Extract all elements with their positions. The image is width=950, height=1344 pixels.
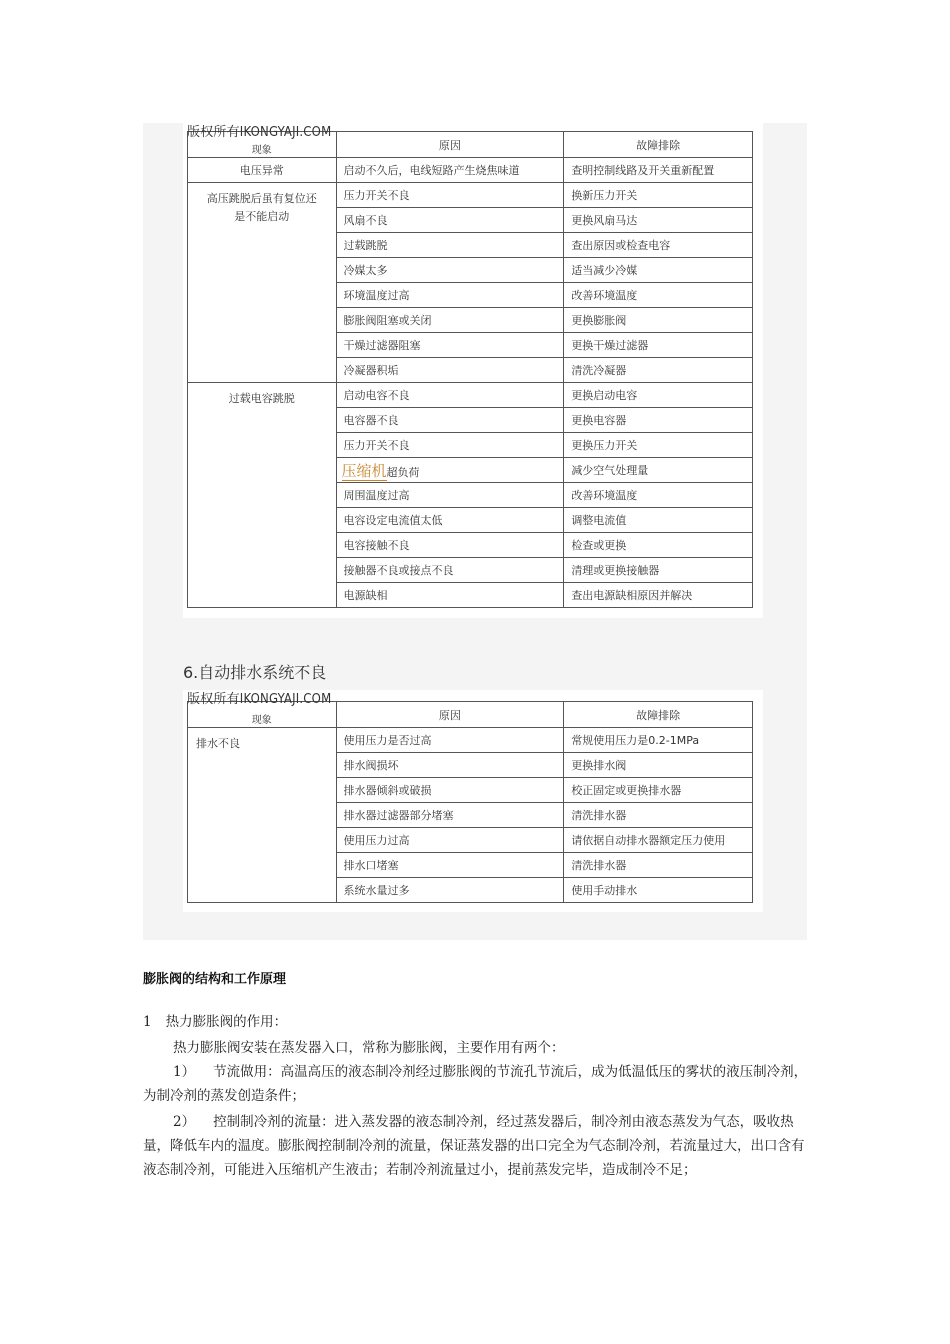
watermark: 版权所有IKONGYAJI.COM [187, 692, 332, 707]
cause-text: 超负荷 [386, 465, 420, 479]
cause-cell: 排水器过滤器部分堵塞 [336, 803, 564, 828]
fix-cell: 清洗排水器 [564, 853, 753, 878]
paragraph-text: 控制制冷剂的流量：进入蒸发器的液态制冷剂，经过蒸发器后，制冷剂由液态蒸发为气态，吸收热量，降低车内的温度。膨胀阀控制制冷剂的流量，保证蒸发器的出口完全为气态制冷剂，若流量过大，出口含有液态制冷剂，可能进入压缩机产生液击；若制冷剂流量过小，提前蒸发完毕，造成制冷不足； [143, 1114, 805, 1178]
cause-cell: 排水口堵塞 [336, 853, 564, 878]
cause-cell: 电容接触不良 [336, 533, 564, 558]
doc-title: 膨胀阀的结构和工作原理 [143, 972, 287, 987]
intro-paragraph: 热力膨胀阀安装在蒸发器入口，常称为膨胀阀，主要作用有两个： [173, 1040, 565, 1056]
section-heading [183, 660, 326, 683]
cause-cell: 压力开关不良 [336, 183, 564, 208]
phenomenon-cell: 排水不良 [188, 728, 337, 903]
cause-cell: 周围温度过高 [336, 483, 564, 508]
fix-cell: 改善环境温度 [564, 283, 753, 308]
fix-cell: 调整电流值 [564, 508, 753, 533]
fix-cell: 检查或更换 [564, 533, 753, 558]
fix-cell: 换新压力开关 [564, 183, 753, 208]
header-cause: 原因 [336, 132, 564, 158]
fix-cell: 清洗排水器 [564, 803, 753, 828]
cause-cell: 环境温度过高 [336, 283, 564, 308]
header-cause: 原因 [336, 702, 564, 728]
fix-cell: 减少空气处理量 [564, 458, 753, 483]
cause-cell: 冷凝器积垢 [336, 358, 564, 383]
table-row [188, 383, 753, 408]
cause-cell: 使用压力过高 [336, 828, 564, 853]
cause-cell: 接触器不良或接点不良 [336, 558, 564, 583]
cause-cell: 电容设定电流值太低 [336, 508, 564, 533]
cause-cell: 启动电容不良 [336, 383, 564, 408]
cause-cell: 排水器倾斜或破损 [336, 778, 564, 803]
fix-cell: 请依据自动排水器额定压力使用 [564, 828, 753, 853]
fix-cell: 常规使用压力是0.2-1MPa [564, 728, 753, 753]
paragraph-text: 节流做用：高温高压的液态制冷剂经过膨胀阀的节流孔节流后，成为低温低压的雾状的液压制冷剂，为制冷剂的蒸发创造条件； [143, 1064, 808, 1104]
compressor-link[interactable]: 压缩机 [341, 461, 387, 480]
cause-cell: 膨胀阀阻塞或关闭 [336, 308, 564, 333]
section-number: 6. [183, 663, 199, 682]
fix-cell: 更换电容器 [564, 408, 753, 433]
fix-cell: 更换排水阀 [564, 753, 753, 778]
cause-cell: 过载跳脱 [336, 233, 564, 258]
fix-cell: 清理或更换接触器 [564, 558, 753, 583]
cause-cell: 使用压力是否过高 [336, 728, 564, 753]
fault-table-image-1 [183, 123, 763, 618]
fix-cell: 更换风扇马达 [564, 208, 753, 233]
fault-table-image-2 [183, 690, 763, 912]
item-number: 1 [143, 1014, 152, 1030]
fix-cell: 适当减少冷媒 [564, 258, 753, 283]
cause-cell: 冷媒太多 [336, 258, 564, 283]
cause-cell [336, 458, 564, 483]
fix-cell: 查出原因或检查电容 [564, 233, 753, 258]
cause-cell: 电容器不良 [336, 408, 564, 433]
cause-cell: 系统水量过多 [336, 878, 564, 903]
item-title: 热力膨胀阀的作用： [165, 1014, 288, 1030]
fault-table-1 [187, 131, 753, 608]
cause-cell: 启动不久后，电线短路产生烧焦味道 [336, 158, 564, 183]
watermark: 版权所有IKONGYAJI.COM [187, 125, 332, 140]
fix-cell: 更换启动电容 [564, 383, 753, 408]
cause-cell: 风扇不良 [336, 208, 564, 233]
fix-cell: 使用手动排水 [564, 878, 753, 903]
fix-cell: 清洗冷凝器 [564, 358, 753, 383]
fix-cell: 更换压力开关 [564, 433, 753, 458]
table-row [188, 158, 753, 183]
fix-cell: 校正固定或更换排水器 [564, 778, 753, 803]
table-row [188, 728, 753, 753]
cause-cell: 压力开关不良 [336, 433, 564, 458]
fix-cell: 改善环境温度 [564, 483, 753, 508]
table-row [188, 183, 753, 208]
paragraph-number: 2） [173, 1114, 196, 1130]
fix-cell: 查出电源缺相原因并解决 [564, 583, 753, 608]
header-phenomenon: 现象 [188, 132, 337, 158]
phenomenon-cell: 过载电容跳脱 [188, 383, 337, 608]
fix-cell: 更换膨胀阀 [564, 308, 753, 333]
header-fix: 故障排除 [564, 702, 753, 728]
cause-cell: 干燥过滤器阻塞 [336, 333, 564, 358]
phenomenon-cell [188, 183, 337, 383]
phenomenon-cell: 电压异常 [188, 158, 337, 183]
fault-table-2 [187, 701, 753, 903]
item-1-heading [143, 1010, 815, 1034]
paragraph-2 [143, 1110, 815, 1182]
cause-cell: 排水阀损坏 [336, 753, 564, 778]
cause-cell: 电源缺相 [336, 583, 564, 608]
header-fix: 故障排除 [564, 132, 753, 158]
section-title: 自动排水系统不良 [198, 663, 327, 682]
fix-cell: 查明控制线路及开关重新配置 [564, 158, 753, 183]
paragraph-1 [143, 1060, 815, 1108]
paragraph-number: 1） [173, 1064, 196, 1080]
fix-cell: 更换干燥过滤器 [564, 333, 753, 358]
phenomenon-line: 是不能启动 [234, 210, 290, 223]
header-phenomenon: 现象 [188, 702, 337, 728]
phenomenon-line: 高压跳脱后虽有复位还 [206, 192, 317, 205]
